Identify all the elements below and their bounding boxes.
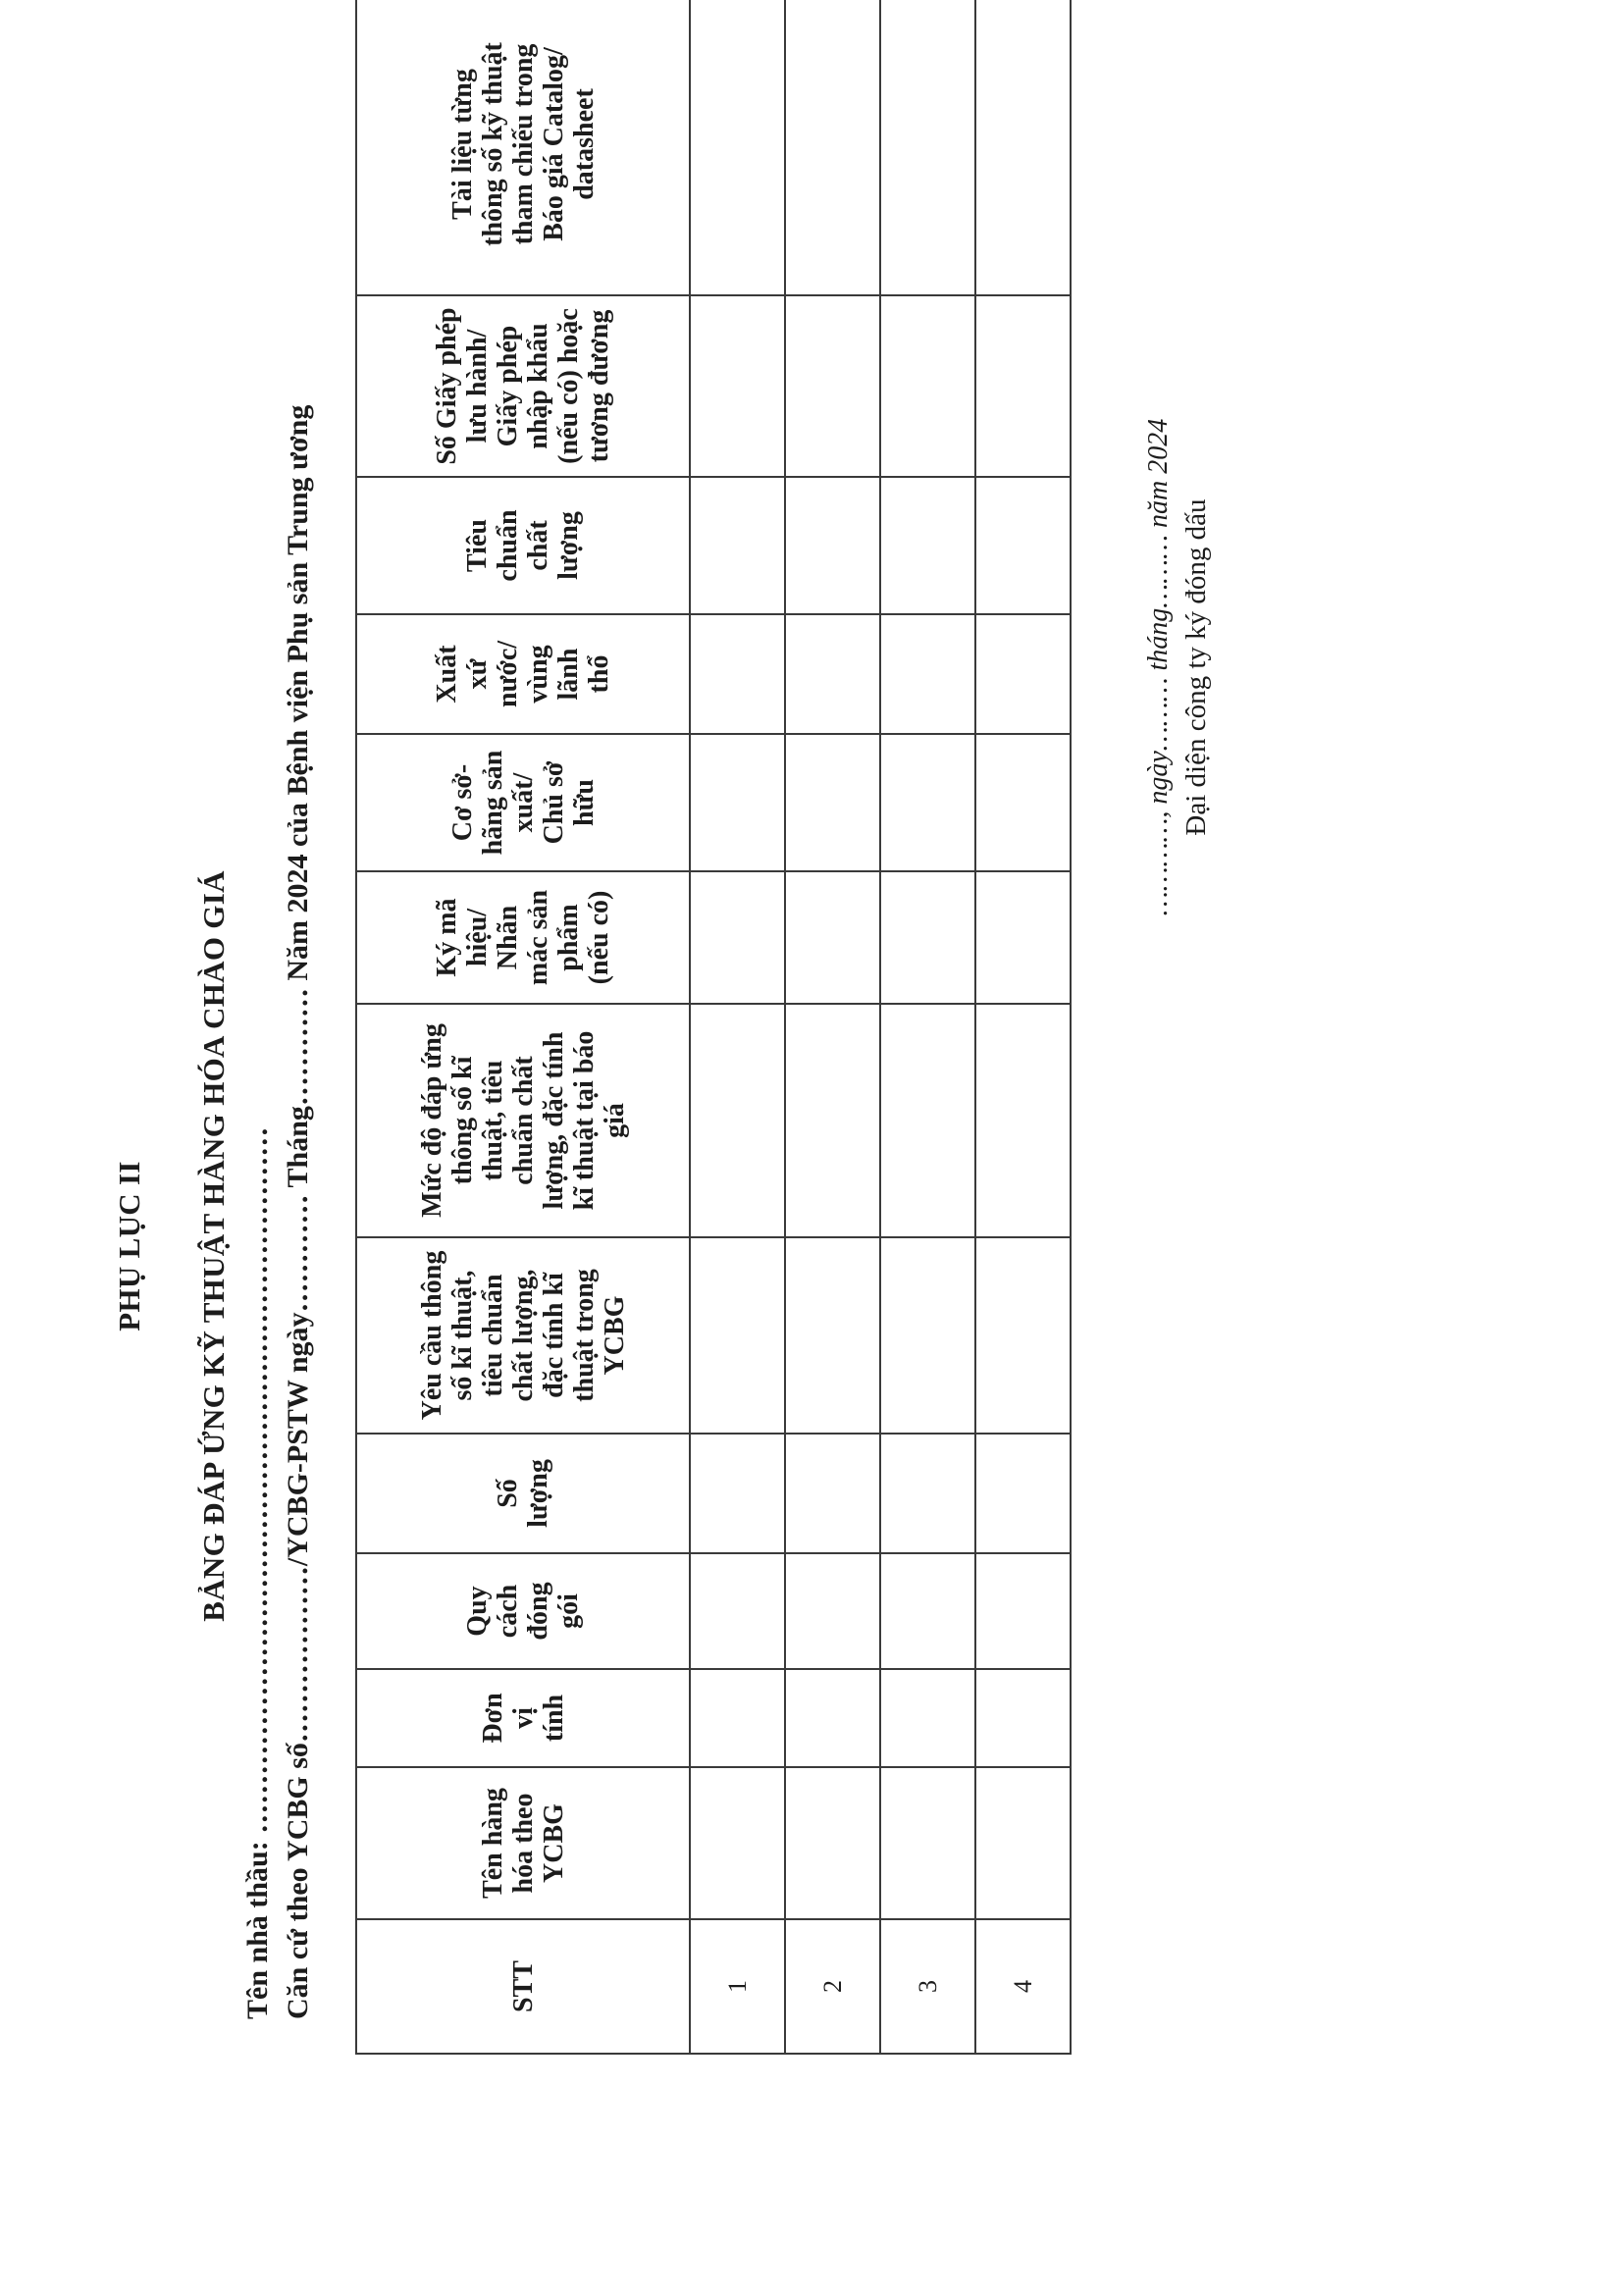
table-row (880, 0, 975, 2054)
table-cell (785, 295, 880, 477)
table-row (975, 0, 1071, 2054)
table-cell (975, 1669, 1071, 1767)
header-origin (356, 614, 690, 734)
table-cell (975, 1767, 1071, 1919)
header-label: Mức độ đáp ứng thông số kĩ thuật, tiêu chuẩn chất lượng, đặc tính kĩ thuật tại báo giá (416, 1023, 630, 1218)
table-cell (785, 1004, 880, 1237)
header-quality-standard (356, 477, 690, 614)
table-cell (880, 477, 975, 614)
header-label: Ký mã hiệu/ Nhãn mác sản phẩm (nếu có) (432, 889, 614, 986)
table-cell (690, 1767, 785, 1919)
header-label: Tên hàng hóa theo YCBG (477, 1788, 569, 1899)
header-label: Tài liệu từng thông số kỹ thuật tham chiếu trong Báo giá Catalog/ datasheet (446, 42, 600, 246)
table-cell (690, 1237, 785, 1434)
table-cell (785, 1237, 880, 1434)
table-cell (785, 734, 880, 871)
table-cell (880, 1004, 975, 1237)
table-cell (785, 871, 880, 1004)
table-cell (880, 1553, 975, 1669)
basis-line: Căn cứ theo YCBG số………………/YCBG-PSTW ngày………… Tháng………… Năm 2024 của Bệnh viện Phụ sản Trung ương (282, 404, 314, 2019)
header-unit (356, 1669, 690, 1767)
table-row (690, 0, 785, 2054)
header-stt (356, 1919, 690, 2054)
table-cell (880, 614, 975, 734)
header-model (356, 871, 690, 1004)
table-cell (975, 0, 1071, 295)
table-cell (975, 1004, 1071, 1237)
table-cell (690, 1553, 785, 1669)
header-packaging (356, 1553, 690, 1669)
header-compliance (356, 1004, 690, 1237)
table-cell (690, 1004, 785, 1237)
signature-block (1143, 118, 1213, 1217)
appendix-title: PHỤ LỤC II (112, 1161, 146, 1331)
table-cell (975, 477, 1071, 614)
table-cell (785, 1669, 880, 1767)
table-cell (975, 871, 1071, 1004)
table-cell (690, 295, 785, 477)
table-cell (975, 1434, 1071, 1553)
table-cell (880, 734, 975, 871)
header-label: Số Giấy phép lưu hành/ Giấy phép nhập khẩu (nếu có) hoặc tương đương (432, 307, 614, 465)
technical-response-table (355, 0, 1072, 2055)
signature-label: Đại diện công ty ký đóng dấu (1180, 498, 1212, 836)
table-cell (785, 1553, 880, 1669)
stt-cell: 3 (880, 1919, 975, 2054)
table-cell (975, 1237, 1071, 1434)
signature-date-line: …………, ngày……… tháng……… năm 2024 (1143, 418, 1174, 916)
header-label: Tiêu chuẩn chất lượng (462, 509, 584, 582)
table-cell (880, 0, 975, 295)
table-cell (785, 1767, 880, 1919)
table-cell (690, 0, 785, 295)
header-reference-docs (356, 0, 690, 295)
stt-cell: 1 (690, 1919, 785, 2054)
table-cell (880, 1237, 975, 1434)
header-quantity (356, 1434, 690, 1553)
table-cell (975, 614, 1071, 734)
header-label: Số lượng (493, 1459, 553, 1528)
stt-cell: 2 (785, 1919, 880, 2054)
table-cell (975, 1553, 1071, 1669)
table-title: BẢNG ĐÁP ỨNG KỸ THUẬT HÀNG HÓA CHÀO GIÁ (196, 870, 231, 1622)
header-label: Xuất xứ nước/ vùng lãnh thổ (432, 640, 614, 708)
stt-cell: 4 (975, 1919, 1071, 2054)
table-row (785, 0, 880, 2054)
table-cell (880, 871, 975, 1004)
header-label: Cơ sở- hãng sản xuất/ Chủ sở hữu (446, 750, 600, 856)
table-cell (690, 477, 785, 614)
table-cell (785, 477, 880, 614)
table-cell (690, 1434, 785, 1553)
header-label: Quy cách đóng gói (462, 1582, 584, 1641)
header-license (356, 295, 690, 477)
contractor-name-line: Tên nhà thầu: ……………………………………………………………… (241, 1126, 274, 2019)
table-header-row (356, 0, 690, 2054)
header-label: Yêu cầu thông số kĩ thuật, tiêu chuẩn chất lượng, đặc tính kĩ thuật trong YCBG (416, 1250, 630, 1421)
table-cell (690, 871, 785, 1004)
table-cell (785, 614, 880, 734)
table-cell (690, 614, 785, 734)
header-item-name (356, 1767, 690, 1919)
header-requirements (356, 1237, 690, 1434)
header-label: Đơn vị tính (477, 1693, 569, 1744)
header-label: STT (507, 1960, 539, 2012)
table-cell (975, 734, 1071, 871)
table-cell (785, 0, 880, 295)
table-cell (880, 1434, 975, 1553)
table-cell (880, 295, 975, 477)
table-cell (880, 1767, 975, 1919)
table-cell (690, 734, 785, 871)
table-cell (690, 1669, 785, 1767)
table-cell (785, 1434, 880, 1553)
header-manufacturer (356, 734, 690, 871)
table-cell (880, 1669, 975, 1767)
table-cell (975, 295, 1071, 477)
